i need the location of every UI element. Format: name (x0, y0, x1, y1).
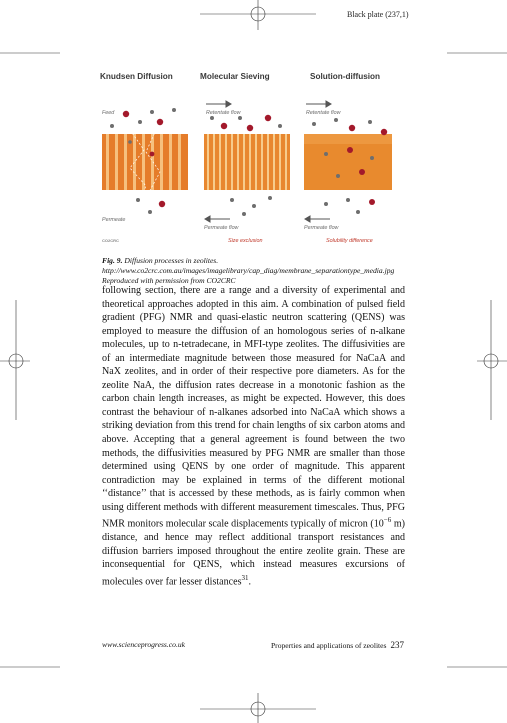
panel-title-knudsen: Knudsen Diffusion (100, 72, 173, 81)
feed-label: Feed (102, 110, 115, 116)
size-exclusion-label: Size exclusion (228, 238, 263, 244)
figure-caption (102, 256, 422, 287)
caption-title: Diffusion processes in zeolites. (124, 256, 219, 265)
caption-credit: Reproduced with permission from CO2CRC (102, 276, 236, 286)
body-text-1: following section, there are a range and a diversity of experimental and theoretical approaches adopted in this aim. A combination of pulsed field gradient (PFG) NMR and quasi-elastic neutron scattering (QENS) was employed to measure the diffusion of an homologous series of n-alkane molecules, up to n-tetradecane, in MFI-type zeolites. The diffusivities are of an intermediate magnitude between those measured for NaCaA and NaX zeolites, and in order of their respective pore diameters. As for the zeolite NaA, the diffusion rates decrease in a monotonic fashion as the carbon chain length increases, as might be expected. However, this does contrast the behaviour of n-alkanes adsorbed into NaCaA which shows a striking deviation from this trend for chain lengths of six carbon atoms and above. Accepting that a general agreement is found between the two methods, the diffusivities measured by PFG NMR are smaller than those determined using QENS by one order of magnitude. This apparent contradiction may be explained in terms of the different motional ‘‘distance’’ that is accessed by these methods, as is fairly common when using different methods with different measurement timescales. Thus, PFG NMR monitors molecular scale displacements typically of micron (10 (102, 285, 405, 530)
retentate-label-3: Retentate flow (306, 110, 341, 116)
solubility-label: Solubility difference (326, 238, 373, 244)
body-text-3: . (248, 576, 251, 588)
body-text-2: m) distance, and hence may reflect additional transport resistances and diffusion barriers imposed throughout the entire zeolite grain. These are inconsequential for QENS, which instead measures excursions of molecules over far lesser distances (102, 518, 405, 588)
permeate-flow-label-2: Permeate flow (204, 225, 239, 231)
panel-title-sieving: Molecular Sieving (200, 72, 270, 81)
body-text (102, 284, 405, 589)
plate-label: Black plate (237,1) (347, 10, 409, 19)
footer-right (271, 640, 404, 650)
diagram-graphics (100, 72, 408, 252)
panel-title-solution: Solution-diffusion (310, 72, 381, 81)
co2crc-logo: CO2CRC (102, 238, 119, 243)
retentate-label-2: Retentate flow (206, 110, 241, 116)
sieving-membrane (204, 134, 290, 190)
body-paragraph (102, 284, 405, 589)
footer-site: www.scienceprogress.co.uk (102, 640, 186, 649)
caption-label: Fig. 9. (102, 256, 123, 265)
diffusion-figure (100, 72, 408, 252)
exponent: −6 (383, 516, 392, 525)
reference-31: 31 (241, 573, 249, 582)
permeate-flow-label-3: Permeate flow (304, 225, 339, 231)
caption-url: http://www.co2crc.com.au/images/imagelibrary/cap_diag/membrane_separationtype_media.jpg (102, 266, 395, 276)
knudsen-membrane (102, 130, 188, 202)
page-number: 237 (390, 640, 404, 650)
permeate-label: Permeate (102, 217, 126, 223)
solution-membrane (304, 134, 392, 190)
footer-journal: Properties and applications of zeolites (270, 641, 387, 650)
